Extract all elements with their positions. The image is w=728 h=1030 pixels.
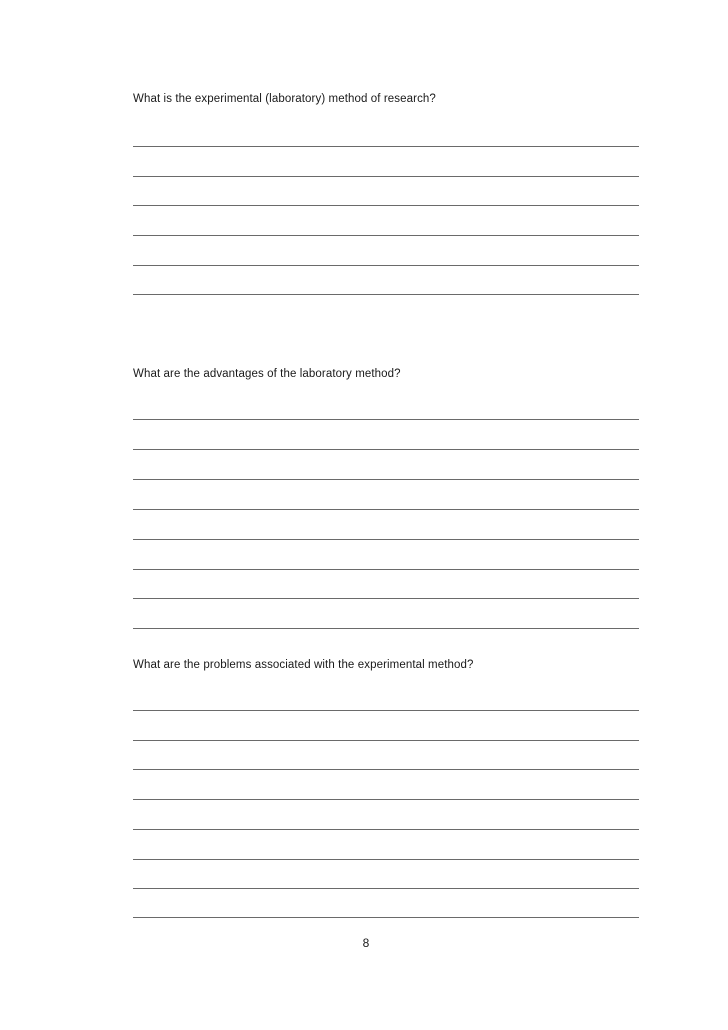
answer-line[interactable]	[133, 740, 639, 741]
answer-line[interactable]	[133, 419, 639, 420]
question-3-text: What are the problems associated with the experimental method?	[133, 659, 474, 671]
answer-line[interactable]	[133, 628, 639, 629]
answer-line[interactable]	[133, 235, 639, 236]
answer-line[interactable]	[133, 176, 639, 177]
answer-line[interactable]	[133, 769, 639, 770]
question-2-text: What are the advantages of the laboratory method?	[133, 368, 401, 380]
answer-line[interactable]	[133, 569, 639, 570]
question-1-text: What is the experimental (laboratory) method of research?	[133, 93, 436, 105]
page-number: 8	[362, 936, 370, 950]
answer-line[interactable]	[133, 710, 639, 711]
answer-line[interactable]	[133, 205, 639, 206]
answer-line[interactable]	[133, 888, 639, 889]
answer-line[interactable]	[133, 479, 639, 480]
answer-line[interactable]	[133, 449, 639, 450]
answer-line[interactable]	[133, 917, 639, 918]
answer-line[interactable]	[133, 539, 639, 540]
answer-line[interactable]	[133, 598, 639, 599]
answer-line[interactable]	[133, 146, 639, 147]
answer-line[interactable]	[133, 859, 639, 860]
answer-line[interactable]	[133, 294, 639, 295]
answer-line[interactable]	[133, 799, 639, 800]
answer-line[interactable]	[133, 509, 639, 510]
answer-line[interactable]	[133, 829, 639, 830]
answer-line[interactable]	[133, 265, 639, 266]
